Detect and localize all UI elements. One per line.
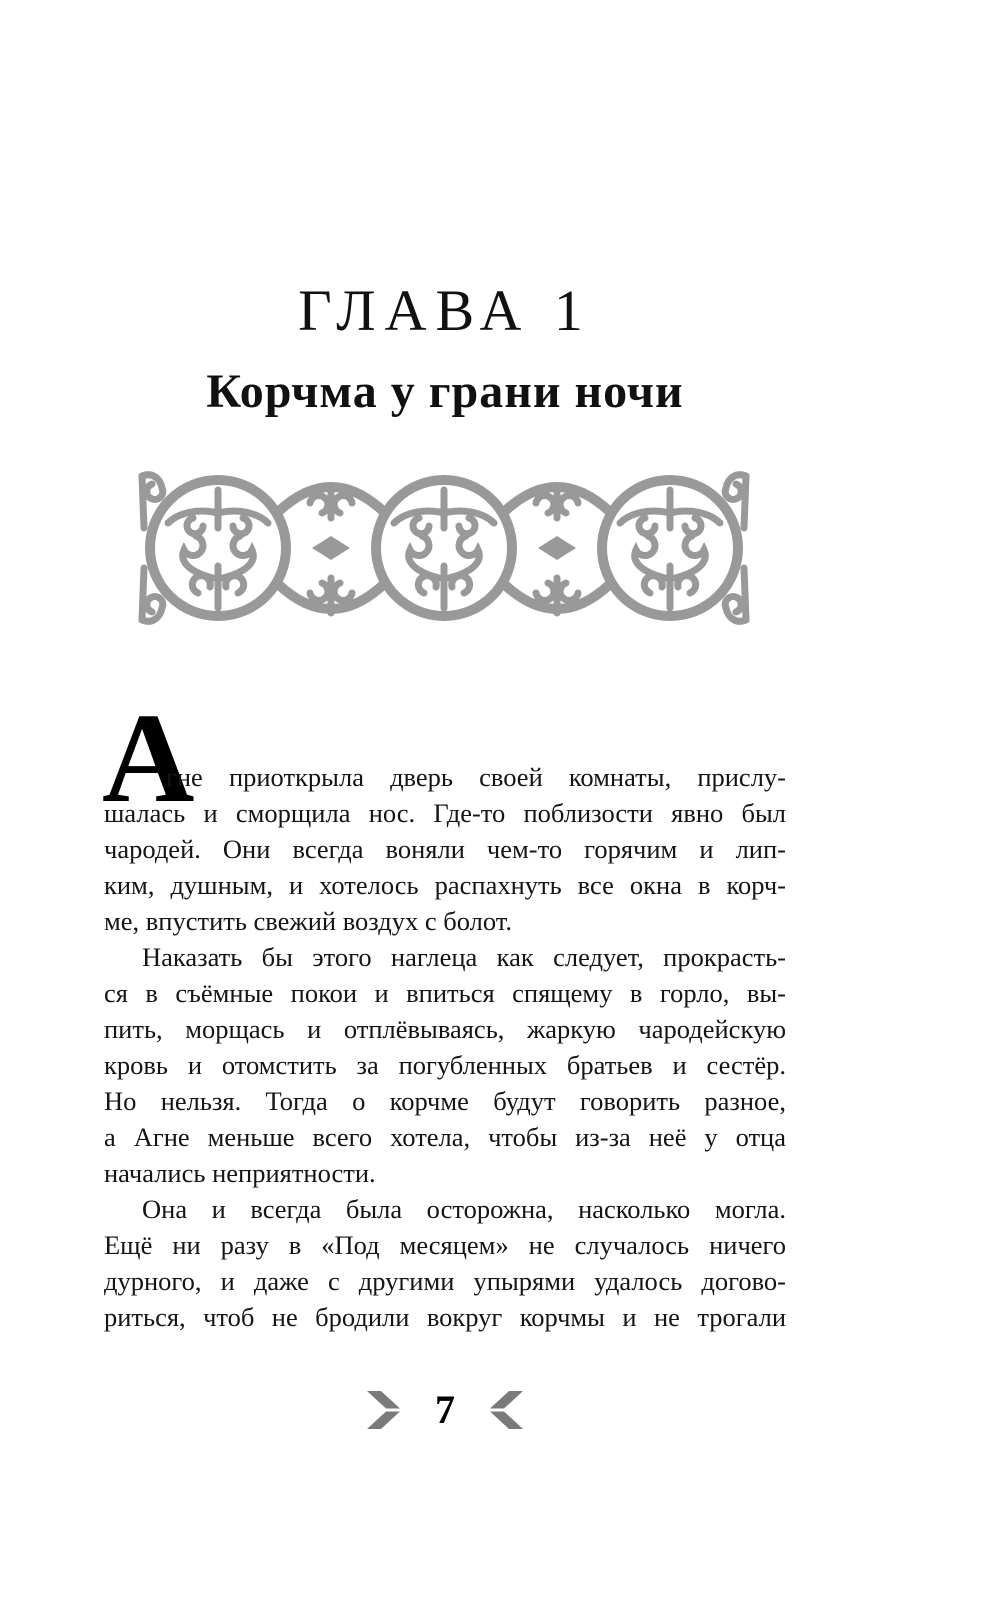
chevron-left-icon <box>489 1391 523 1429</box>
text-line: ся в съёмные покои и впиться спящему в горло, вы- <box>104 978 786 1008</box>
text-line: ме, впустить свежий воздух с болот. <box>104 906 513 936</box>
text-line: дурного, и даже с другими упырями удалось догово- <box>104 1266 786 1296</box>
text-line: пить, морщась и отплёвываясь, жаркую чародейскую <box>104 1014 786 1044</box>
text-line: а Агне меньше всего хотела, чтобы из-за неё у отца <box>104 1122 786 1152</box>
text-line: риться, чтоб не бродили вокруг корчмы и не трогали <box>104 1302 786 1332</box>
text-line: гне приоткрыла дверь своей комнаты, прислу- <box>166 762 786 792</box>
text-line: Ещё ни разу в «Под месяцем» не случалось ничего <box>104 1230 786 1260</box>
page-number: 7 <box>435 1387 455 1432</box>
text-line: Она и всегда была осторожна, насколько могла. <box>142 1194 786 1224</box>
chapter-label: ГЛАВА 1 <box>298 278 592 343</box>
text-line: шалась и сморщила нос. Где-то поблизости явно был <box>104 798 786 828</box>
text-line: начались неприятности. <box>104 1158 376 1188</box>
ornamental-divider-icon <box>138 468 750 628</box>
drop-cap: А <box>102 687 195 829</box>
text-line: ким, душным, и хотелось распахнуть все окна в корч- <box>104 870 786 900</box>
page-footer <box>0 1388 890 1432</box>
chevron-right-icon <box>367 1391 401 1429</box>
chapter-title: Корчма у грани ночи <box>206 365 684 418</box>
text-line: кровь и отомстить за погубленных братьев и сестёр. <box>104 1050 786 1080</box>
text-line: чародей. Они всегда воняли чем-то горячим и лип- <box>104 834 786 864</box>
text-line: Но нельзя. Тогда о корчме будут говорить разное, <box>104 1086 786 1116</box>
text-line: Наказать бы этого наглеца как следует, прокрасть- <box>142 942 786 972</box>
